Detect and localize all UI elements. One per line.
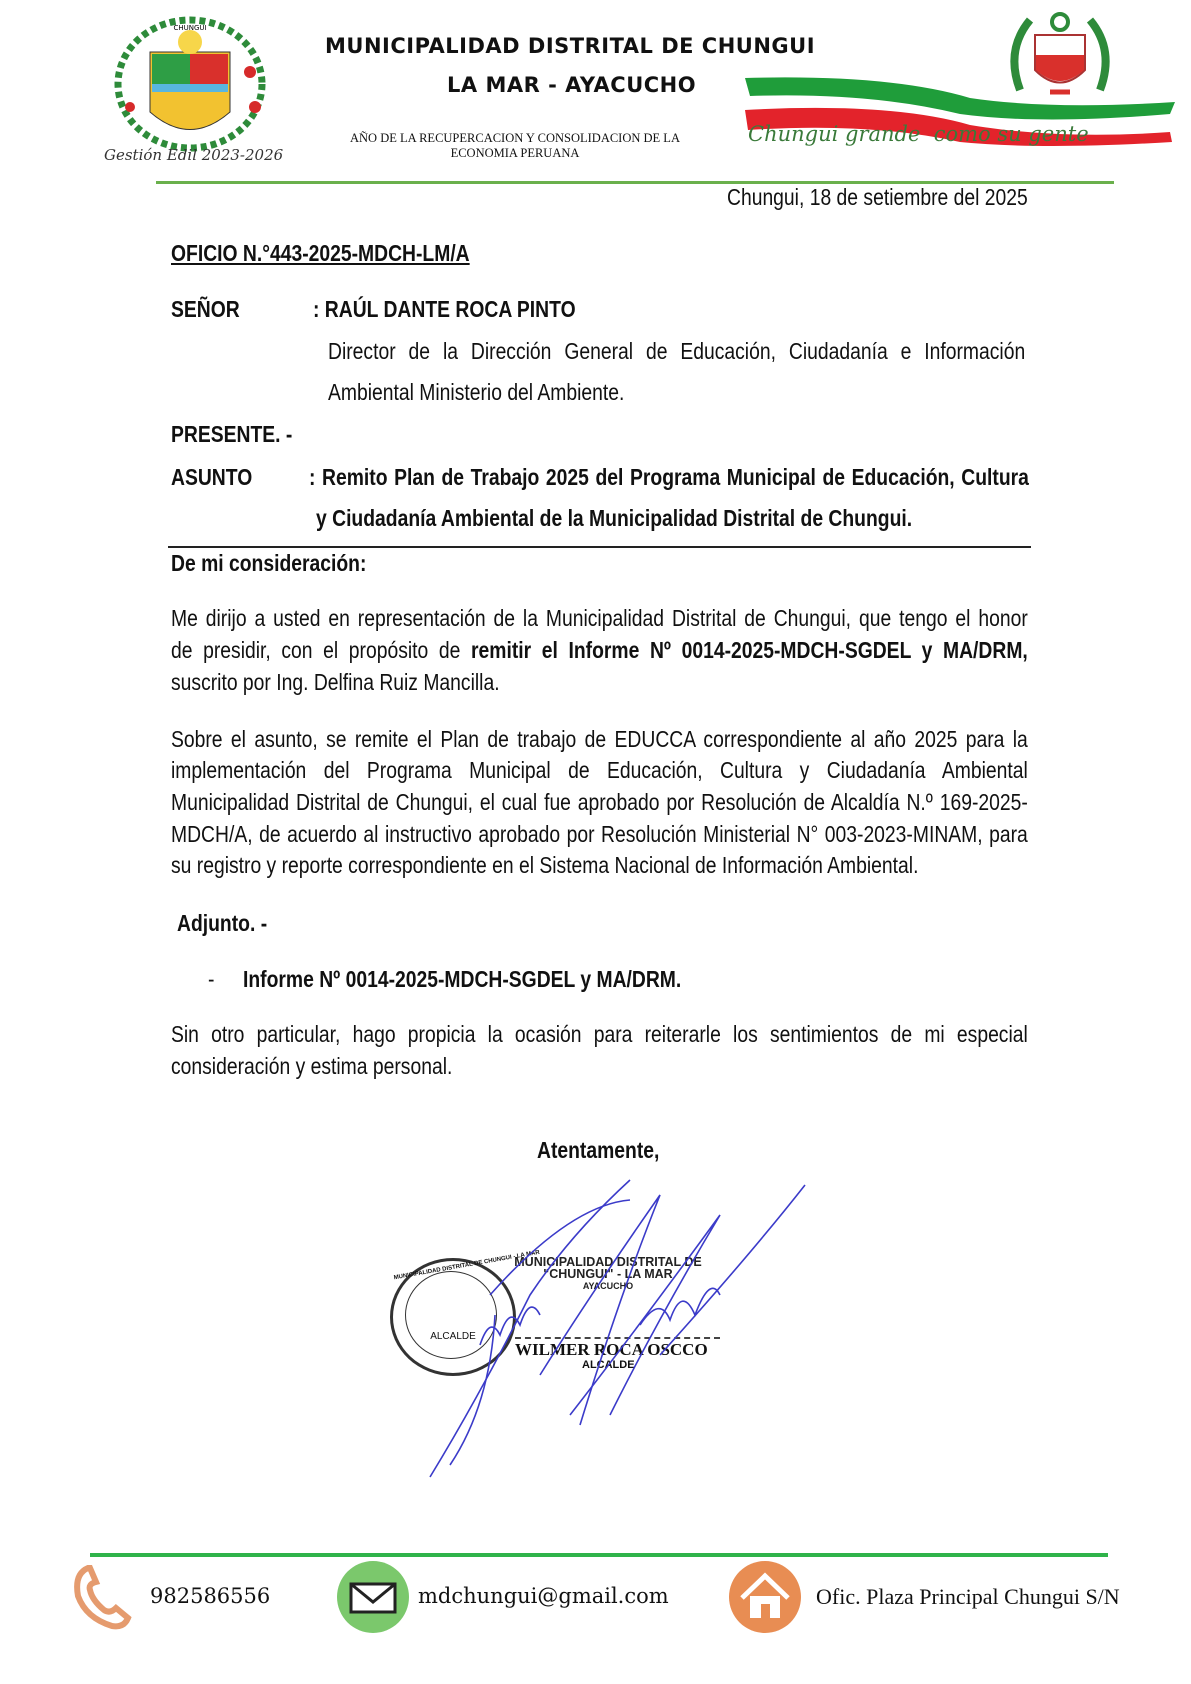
municipal-coat-of-arms-logo <box>100 12 280 152</box>
year-motto-line: ECONOMIA PERUANA <box>450 146 580 160</box>
paragraph-text: de presidir, con el propósito de <box>171 637 472 663</box>
paragraph-1-line: Me dirijo a usted en representación de la Municipalidad Distrital de Chungui, que tengo el honor <box>171 605 1028 631</box>
paragraph-2-line: Municipalidad Distrital de Chungui, el cual fue aprobado por Resolución de Alcaldía N.º 169-2025- <box>171 789 1028 815</box>
asunto-divider <box>168 546 1031 548</box>
recipient-name: : RAÚL DANTE ROCA PINTO <box>313 296 576 322</box>
signer-title: ALCALDE <box>582 1359 635 1371</box>
peru-national-emblem <box>1000 10 1120 100</box>
closing-line: consideración y estima personal. <box>171 1053 453 1079</box>
paragraph-2-line: MDCH/A, de acuerdo al instructivo aprobado por Resolución Ministerial N° 003-2023-MINAM, para <box>171 821 1028 847</box>
asunto-text: : Remito Plan de Trabajo 2025 del Programa Municipal de Educación, Cultura <box>309 464 1029 490</box>
signoff: Atentamente, <box>537 1137 660 1163</box>
slogan: Chungui grande como su gente <box>748 122 1089 146</box>
closing-line: Sin otro particular, hago propicia la ocasión para reiterarle los sentimientos de mi especial <box>171 1021 1028 1047</box>
stamp-line: "CHUNGUI" - LA MAR <box>543 1267 673 1281</box>
phone-icon <box>68 1562 136 1630</box>
asunto-label: ASUNTO <box>171 464 253 490</box>
home-address-icon <box>728 1560 802 1634</box>
footer-phone[interactable]: 982586556 <box>150 1584 271 1608</box>
logo-text: CHUNGUI <box>173 24 207 32</box>
paragraph-2-line: su registro y reporte correspondiente en el Sistema Nacional de Información Ambiental. <box>171 852 919 878</box>
paragraph-1-line <box>171 637 1028 664</box>
stamp-line: MUNICIPALIDAD DISTRITAL DE <box>514 1255 702 1269</box>
paragraph-2-line: Sobre el asunto, se remite el Plan de trabajo de EDUCCA correspondiente al año 2025 para la <box>171 726 1028 752</box>
footer-email[interactable]: mdchungui@gmail.com <box>418 1584 669 1608</box>
header-title: MUNICIPALIDAD DISTRITAL DE CHUNGUI <box>325 34 816 58</box>
email-icon <box>336 1560 410 1634</box>
recipient-position-cont: Ambiental Ministerio del Ambiente. <box>328 379 625 405</box>
asunto-text-cont: y Ciudadanía Ambiental de la Municipalidad Distrital de Chungui. <box>316 505 913 531</box>
attachment-bullet: - <box>208 966 215 992</box>
attachment-label: Adjunto. - <box>177 910 268 936</box>
year-motto <box>320 131 710 161</box>
paragraph-2-line: implementación del Programa Municipal de Educación, Cultura y Ciudadanía Ambiental <box>171 757 1028 783</box>
attachment-item: Informe Nº 0014-2025-MDCH-SGDEL y MA/DRM. <box>243 966 682 992</box>
year-motto-line: AÑO DE LA RECUPERCACION Y CONSOLIDACION DE LA <box>350 131 680 145</box>
seal-round-text: MUNICIPALIDAD DISTRITAL DE CHUNGUI - LA MAR <box>393 1249 541 1282</box>
footer-divider <box>90 1553 1108 1557</box>
recipient-position: Director de la Dirección General de Educación, Ciudadanía e Información <box>328 338 1026 364</box>
seal-center-text: ALCALDE <box>430 1331 476 1342</box>
handwritten-signature <box>420 1175 820 1485</box>
informe-reference: remitir el Informe Nº 0014-2025-MDCH-SGDEL y MA/DRM, <box>471 637 1028 663</box>
recipient-label: SEÑOR <box>171 296 240 322</box>
paragraph-1-line: suscrito por Ing. Delfina Ruiz Mancilla. <box>171 669 500 695</box>
footer-address: Ofic. Plaza Principal Chungui S/N <box>816 1584 1120 1609</box>
gestion-label: Gestión Edil 2023-2026 <box>104 146 284 164</box>
oficio-number: OFICIO N.°443-2025-MDCH-LM/A <box>171 240 470 266</box>
stamp-line: AYACUCHO <box>582 1281 634 1291</box>
header-subtitle: LA MAR - AYACUCHO <box>447 73 697 97</box>
greeting: De mi consideración: <box>171 550 367 576</box>
presente-label: PRESENTE. - <box>171 421 293 447</box>
signer-name: WILMER ROCA OSCCO <box>515 1340 708 1359</box>
letter-date: Chungui, 18 de setiembre del 2025 <box>727 184 1028 210</box>
